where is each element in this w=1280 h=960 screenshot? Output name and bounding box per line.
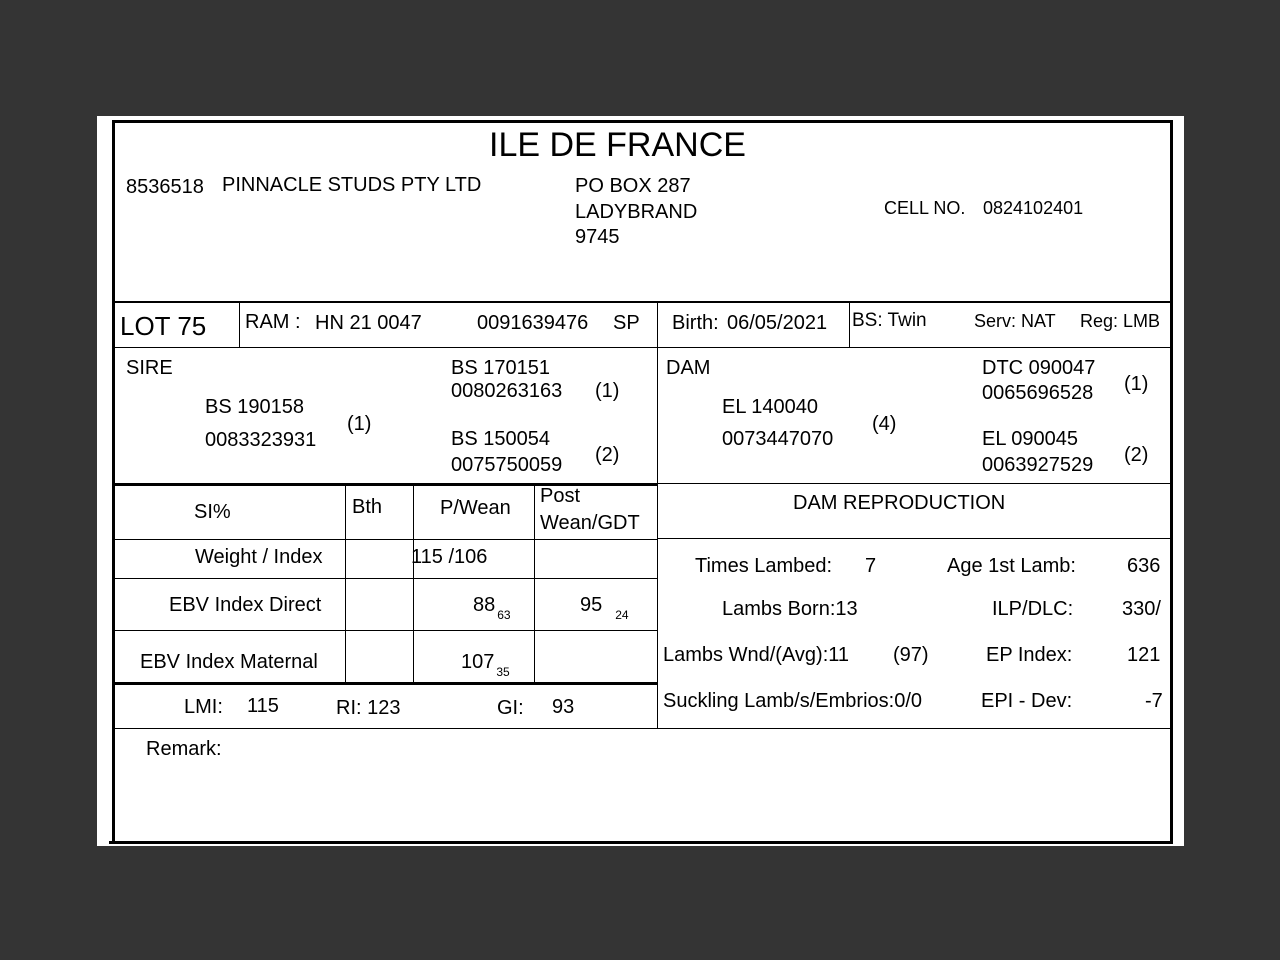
lmi-value: 115 bbox=[247, 695, 279, 717]
row-direct-post bbox=[580, 594, 629, 622]
dam-registration: 0073447070 bbox=[722, 428, 834, 450]
dam-reproduction-header: DAM REPRODUCTION bbox=[793, 492, 1006, 514]
lambs-born: Lambs Born:13 bbox=[722, 598, 858, 620]
ilp-dlc-value: 330/ bbox=[1122, 598, 1161, 620]
row-maternal-label: EBV Index Maternal bbox=[140, 651, 318, 673]
header-post-line2: Wean/GDT bbox=[540, 512, 640, 534]
sire-registration: 0083323931 bbox=[205, 429, 317, 451]
registration-type: Reg: LMB bbox=[1080, 311, 1161, 331]
sire-id: BS 190158 bbox=[205, 396, 304, 418]
row-weight-label: Weight / Index bbox=[195, 546, 323, 568]
frame-top bbox=[112, 120, 1173, 123]
dam-dam-grade: (2) bbox=[1124, 444, 1149, 466]
lambs-weaned-avg: (97) bbox=[893, 644, 929, 666]
lot-number: LOT 75 bbox=[120, 311, 207, 341]
dam-grade: (4) bbox=[872, 413, 897, 435]
owner-name: PINNACLE STUDS PTY LTD bbox=[222, 174, 482, 196]
row-maternal-pwean bbox=[461, 651, 510, 679]
birth-date: 06/05/2021 bbox=[727, 312, 828, 334]
maternal-pwean-sub: 35 bbox=[496, 665, 510, 679]
dam-label: DAM bbox=[666, 357, 711, 379]
times-lambed-label: Times Lambed: bbox=[695, 555, 833, 577]
remark-label: Remark: bbox=[146, 738, 222, 760]
header-bth: Bth bbox=[352, 496, 383, 518]
sire-sire-grade: (1) bbox=[595, 380, 620, 402]
dam-dam-id: EL 090045 bbox=[982, 428, 1079, 450]
lambs-weaned: Lambs Wnd/(Avg):11 bbox=[663, 644, 850, 666]
epi-dev-value: -7 bbox=[1145, 690, 1163, 712]
ram-label: RAM : bbox=[245, 311, 301, 333]
divider-lot-ram bbox=[239, 302, 240, 348]
gi-label: GI: bbox=[497, 697, 524, 719]
header-pwean: P/Wean bbox=[440, 497, 511, 519]
ep-index-value: 121 bbox=[1127, 644, 1161, 666]
suckling-lambs: Suckling Lamb/s/Embrios:0/0 bbox=[663, 690, 923, 712]
divider-col-pwean-post bbox=[534, 485, 535, 684]
divider-indices-bottom bbox=[115, 728, 1170, 729]
dam-id: EL 140040 bbox=[722, 396, 819, 418]
divider-col-si-bth bbox=[345, 485, 346, 684]
header-post-line1: Post bbox=[540, 485, 581, 507]
row-direct-label: EBV Index Direct bbox=[169, 594, 322, 616]
service-type: Serv: NAT bbox=[974, 311, 1056, 331]
times-lambed-value: 7 bbox=[865, 555, 877, 577]
sire-sire-id: BS 170151 bbox=[451, 357, 550, 379]
cell-value: 0824102401 bbox=[983, 198, 1084, 218]
frame-right bbox=[1170, 120, 1173, 844]
ram-id: HN 21 0047 bbox=[315, 312, 422, 334]
dam-dam-registration: 0063927529 bbox=[982, 454, 1094, 476]
divider-perf-header bbox=[115, 539, 657, 540]
maternal-pwean-value: 107 bbox=[461, 651, 495, 673]
divider-repro-header bbox=[657, 538, 1170, 539]
age-first-lamb-label: Age 1st Lamb: bbox=[947, 555, 1076, 577]
lot-card bbox=[97, 116, 1184, 846]
ram-registration: 0091639476 bbox=[477, 312, 589, 334]
sire-label: SIRE bbox=[126, 357, 173, 379]
birth-label: Birth: bbox=[672, 312, 719, 334]
divider-lot-top bbox=[115, 301, 1170, 303]
divider-col-bth-pwean bbox=[413, 485, 414, 684]
ilp-dlc-label: ILP/DLC: bbox=[992, 598, 1074, 620]
divider-birth-bs bbox=[849, 302, 850, 348]
dam-sire-grade: (1) bbox=[1124, 373, 1149, 395]
sire-dam-registration: 0075750059 bbox=[451, 454, 563, 476]
direct-post-sub: 24 bbox=[615, 608, 629, 622]
epi-dev-label: EPI - Dev: bbox=[981, 690, 1073, 712]
row-direct-pwean bbox=[473, 594, 511, 622]
divider-lot-bottom bbox=[115, 347, 1170, 348]
row-weight-pwean: 115 /106 bbox=[411, 546, 488, 568]
lmi-label: LMI: bbox=[184, 696, 223, 718]
gi-value: 93 bbox=[552, 696, 575, 718]
frame-left bbox=[112, 120, 115, 844]
header-si: SI% bbox=[194, 501, 231, 523]
divider-maternal-row bbox=[115, 682, 657, 685]
ram-code: SP bbox=[613, 312, 640, 334]
sire-dam-grade: (2) bbox=[595, 444, 620, 466]
divider-direct-row bbox=[115, 630, 657, 631]
age-first-lamb-value: 636 bbox=[1127, 555, 1161, 577]
dam-sire-registration: 0065696528 bbox=[982, 382, 1094, 404]
direct-pwean-value: 88 bbox=[473, 594, 496, 616]
sire-sire-registration: 0080263163 bbox=[451, 380, 563, 402]
divider-weight-row bbox=[115, 578, 657, 579]
birth-status: BS: Twin bbox=[852, 310, 927, 331]
sire-grade: (1) bbox=[347, 413, 372, 435]
sire-dam-id: BS 150054 bbox=[451, 428, 550, 450]
address-line-2: LADYBRAND bbox=[575, 201, 698, 223]
address-line-1: PO BOX 287 bbox=[575, 175, 691, 197]
breed-title: ILE DE FRANCE bbox=[489, 126, 746, 164]
dam-sire-id: DTC 090047 bbox=[982, 357, 1096, 379]
direct-post-value: 95 bbox=[580, 594, 603, 616]
ri-value: RI: 123 bbox=[336, 697, 401, 719]
frame-bottom bbox=[109, 841, 1173, 844]
ep-index-label: EP Index: bbox=[986, 644, 1073, 666]
cell-label: CELL NO. bbox=[884, 198, 966, 218]
address-line-3: 9745 bbox=[575, 226, 620, 248]
direct-pwean-sub: 63 bbox=[497, 608, 511, 622]
owner-number: 8536518 bbox=[126, 176, 204, 198]
divider-center bbox=[657, 302, 658, 729]
